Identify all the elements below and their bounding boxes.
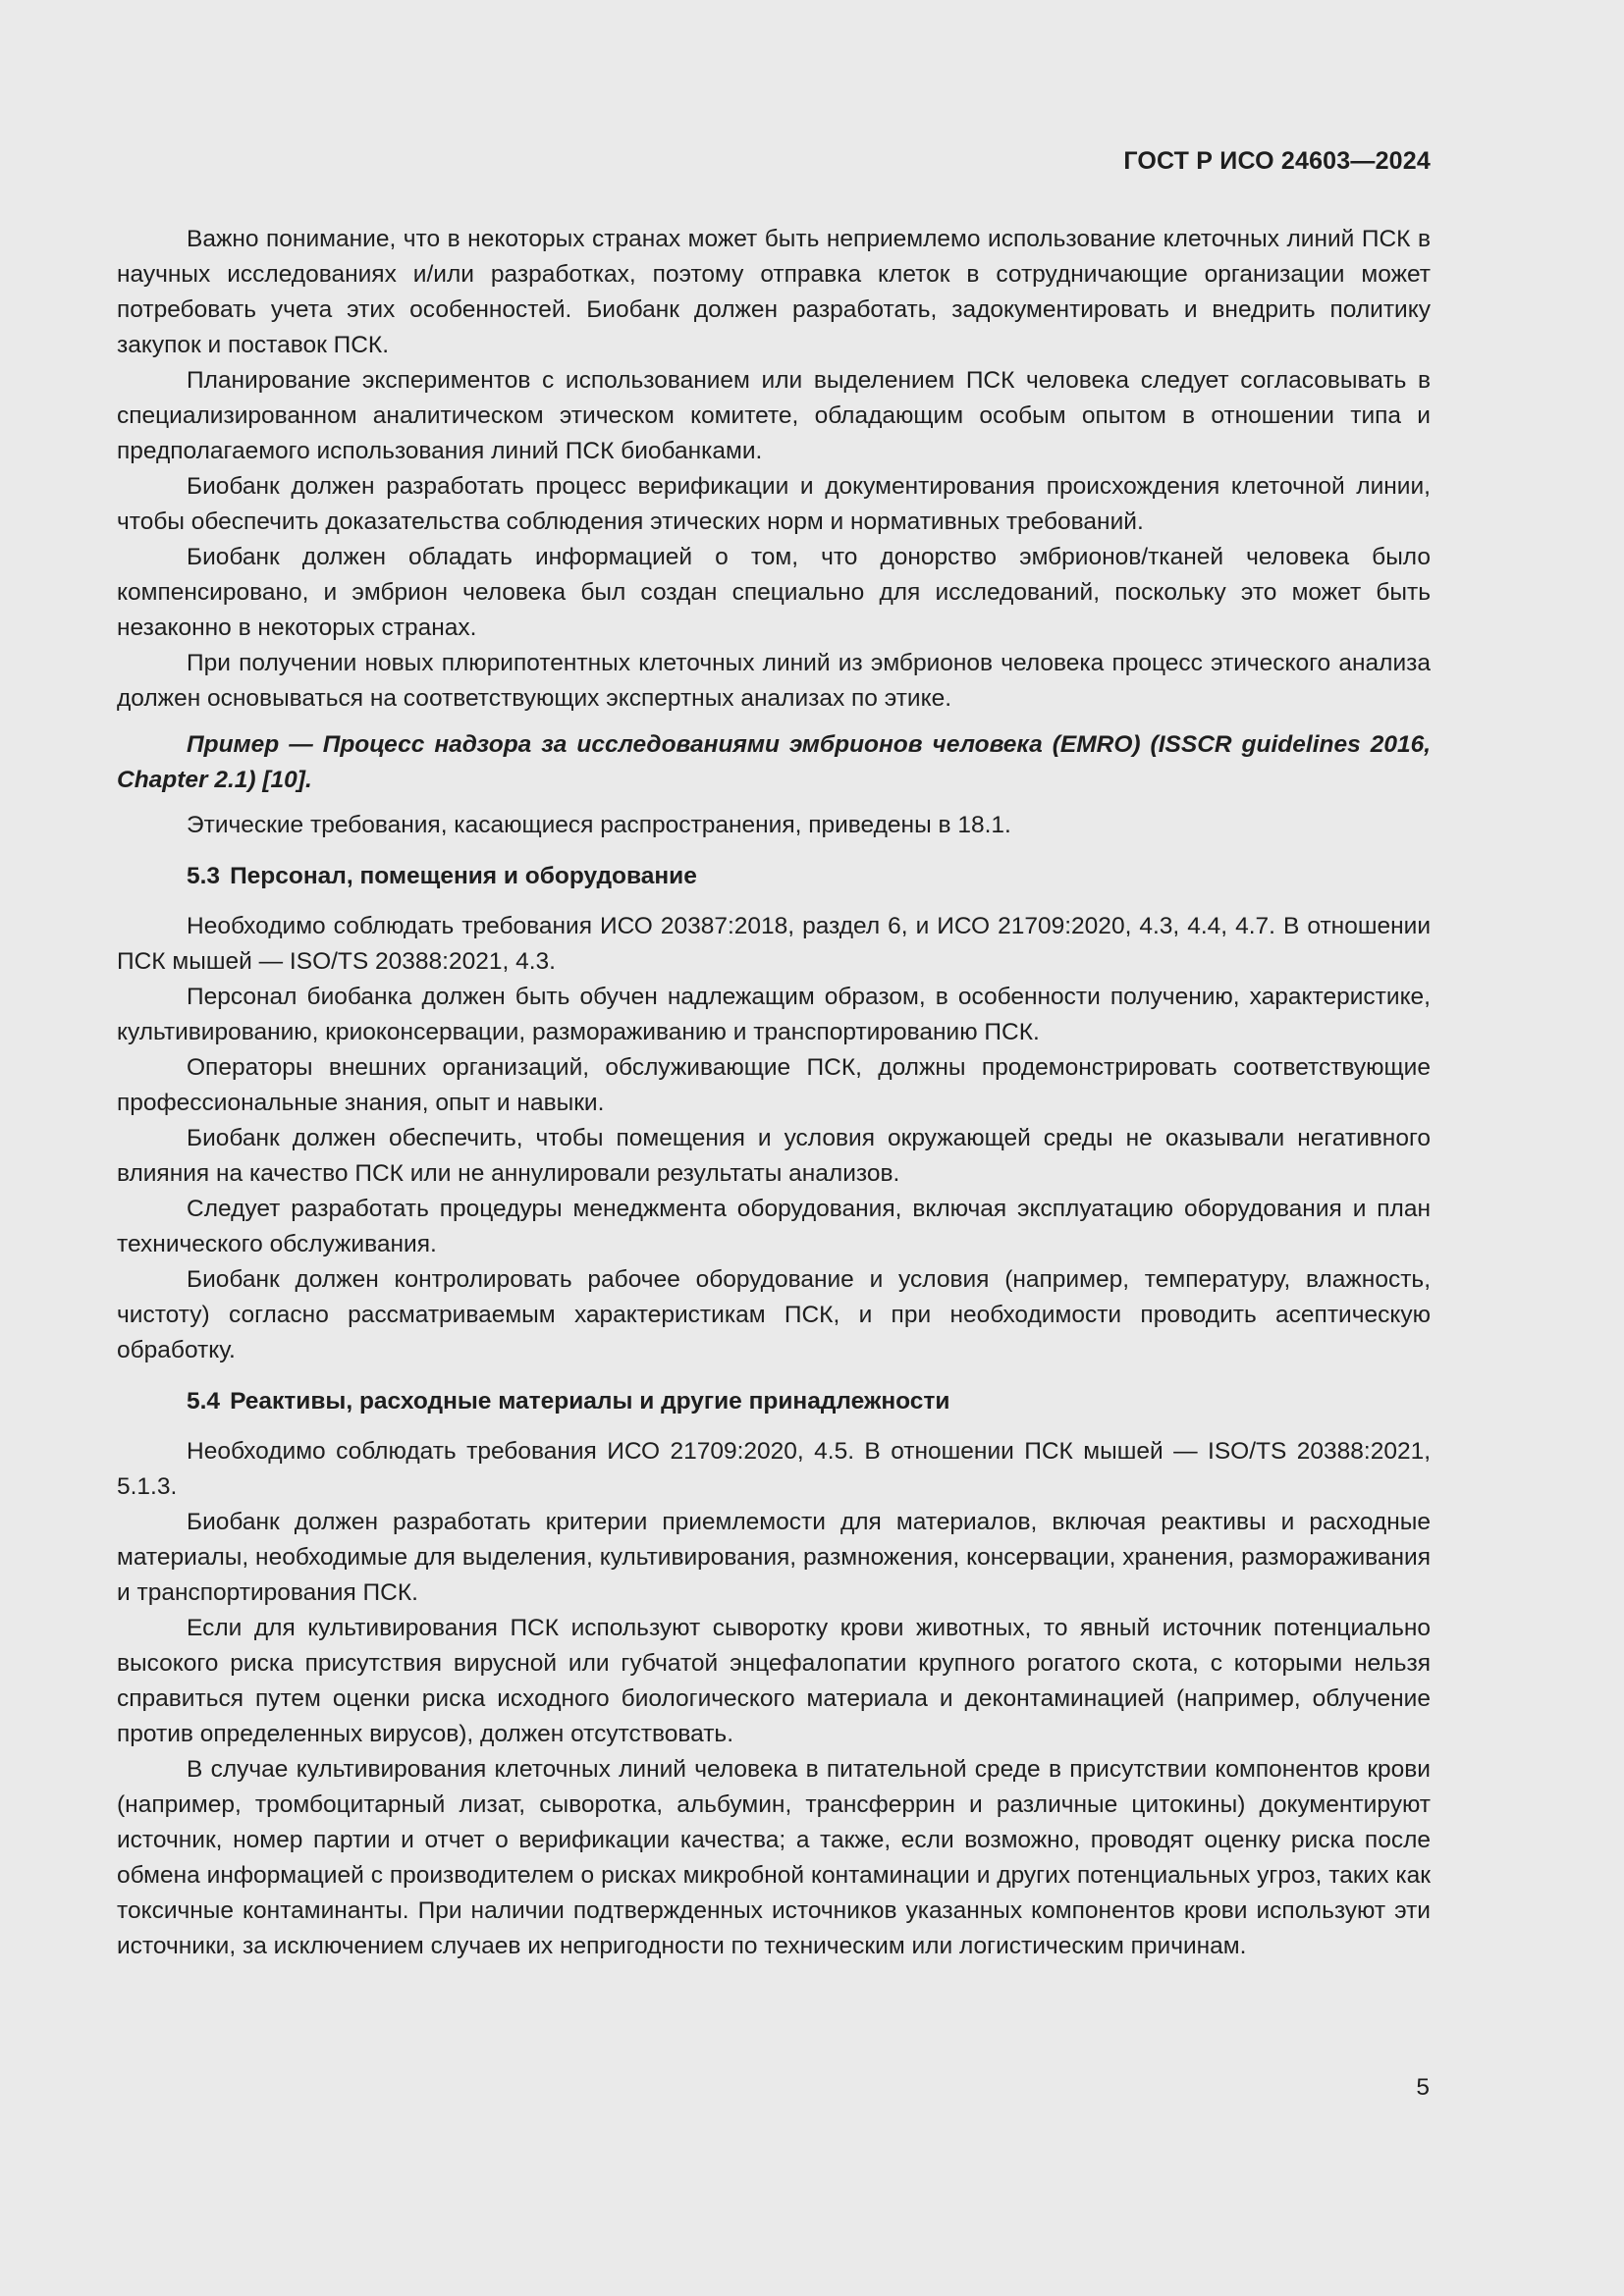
page-number: 5 — [1416, 2074, 1430, 2101]
paragraph: Биобанк должен разработать критерии приемлемости для материалов, включая реактивы и расходные материалы, необходимые для выделения, культивирования, размножения, консервации, хранения, размораживания и транспортирования ПСК. — [117, 1509, 1431, 1606]
document-body — [117, 222, 1431, 1964]
paragraph: Важно понимание, что в некоторых странах может быть неприемлемо использование клеточных линий ПСК в научных исследованиях и/или разработках, поэтому отправка клеток в сотрудничающие организации может потребовать учета этих особенностей. Биобанк должен разработать, задокументировать и внедрить политику закупок и поставок ПСК. — [117, 226, 1431, 358]
paragraph: Планирование экспериментов с использованием или выделением ПСК человека следует согласовывать в специализированном аналитическом этическом комитете, обладающим особым опытом в отношении типа и предполагаемого использования линий ПСК биобанками. — [117, 367, 1431, 464]
paragraph: Персонал биобанка должен быть обучен надлежащим образом, в особенности получению, характеристике, культивированию, криоконсервации, размораживанию и транспортированию ПСК. — [117, 984, 1431, 1045]
paragraph: Биобанк должен контролировать рабочее оборудование и условия (например, температуру, влажность, чистоту) согласно рассматриваемым характеристикам ПСК, и при необходимости проводить асептическую обработку. — [117, 1266, 1431, 1363]
paragraph: Биобанк должен разработать процесс верификации и документирования происхождения клеточной линии, чтобы обеспечить доказательства соблюдения этических норм и нормативных требований. — [117, 473, 1431, 535]
paragraph: Операторы внешних организаций, обслуживающие ПСК, должны продемонстрировать соответствующие профессиональные знания, опыт и навыки. — [117, 1054, 1431, 1116]
paragraph: Биобанк должен обладать информацией о том, что донорство эмбрионов/тканей человека было компенсировано, и эмбрион человека был создан специально для исследований, поскольку это может быть незаконно в некоторых странах. — [117, 544, 1431, 641]
paragraph: Необходимо соблюдать требования ИСО 20387:2018, раздел 6, и ИСО 21709:2020, 4.3, 4.4, 4.7. В отношении ПСК мышей — ISO/TS 20388:2021, 4.3. — [117, 913, 1431, 975]
section-heading-5-3 — [117, 859, 1431, 894]
example-note: Пример — Процесс надзора за исследованиями эмбрионов человека (EMRO) (ISSCR guidelines 2016, Chapter 2.1) [10]. — [117, 731, 1431, 793]
paragraph: В случае культивирования клеточных линий человека в питательной среде в присутствии компонентов крови (например, тромбоцитарный лизат, сыворотка, альбумин, трансферрин и различные цитокины) документируют источник, номер партии и отчет о верификации качества; а также, если возможно, проводят оценку риска после обмена информацией с производителем о рисках микробной контаминации и других потенциальных угроз, таких как токсичные контаминанты. При наличии подтвержденных источников указанных компонентов крови используют эти источники, за исключением случаев их непригодности по техническим или логистическим причинам. — [117, 1756, 1431, 1959]
document-header: ГОСТ Р ИСО 24603—2024 — [1123, 147, 1431, 175]
paragraph: Биобанк должен обеспечить, чтобы помещения и условия окружающей среды не оказывали негативного влияния на качество ПСК или не аннулировали результаты анализов. — [117, 1125, 1431, 1187]
paragraph: Следует разработать процедуры менеджмента оборудования, включая эксплуатацию оборудования и план технического обслуживания. — [117, 1196, 1431, 1257]
section-number: 5.4 — [187, 1388, 221, 1415]
section-number: 5.3 — [187, 863, 221, 889]
section-title: Персонал, помещения и оборудование — [230, 863, 697, 889]
section-title: Реактивы, расходные материалы и другие принадлежности — [230, 1388, 950, 1415]
paragraph: Если для культивирования ПСК используют сыворотку крови животных, то явный источник потенциально высокого риска присутствия вирусной или губчатой энцефалопатии крупного рогатого скота, с которыми нельзя справиться путем оценки риска исходного биологического материала и деконтаминацией (например, облучение против определенных вирусов), должен отсутствовать. — [117, 1615, 1431, 1747]
paragraph: Необходимо соблюдать требования ИСО 21709:2020, 4.5. В отношении ПСК мышей — ISO/TS 20388:2021, 5.1.3. — [117, 1438, 1431, 1500]
section-heading-5-4 — [117, 1384, 1431, 1419]
paragraph: Этические требования, касающиеся распространения, приведены в 18.1. — [187, 812, 1011, 838]
paragraph: При получении новых плюрипотентных клеточных линий из эмбрионов человека процесс этического анализа должен основываться на соответствующих экспертных анализах по этике. — [117, 650, 1431, 712]
